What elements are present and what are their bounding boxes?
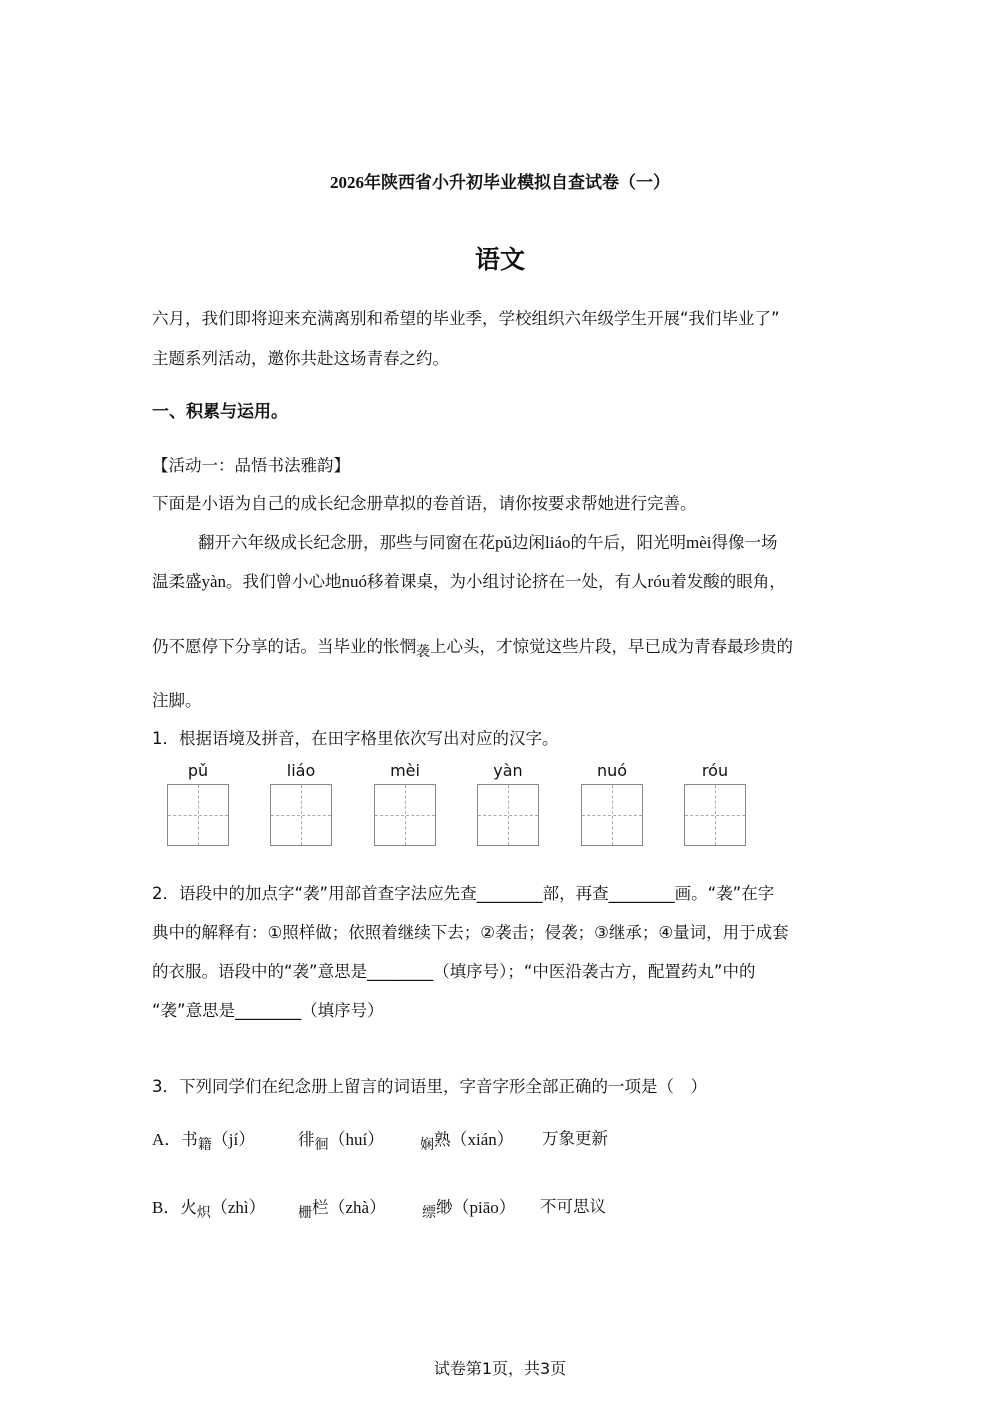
tian-grid[interactable]	[684, 784, 746, 846]
pinyin-label: mèi	[390, 761, 420, 780]
q3-text: 3．下列同学们在纪念册上留言的词语里，字音字形全部正确的一项是（ ）	[152, 1077, 707, 1096]
tian-box-6[interactable]	[682, 760, 748, 846]
passage-line-4: 注脚。	[152, 691, 202, 710]
section-heading: 一、积累与运用。	[152, 402, 288, 422]
activity-title: 【活动一：品悟书法雅韵】	[152, 456, 350, 475]
pinyin-label: yàn	[493, 761, 523, 780]
option-b[interactable]: B．火炽（zhì）	[152, 1198, 266, 1221]
tian-grid[interactable]	[270, 784, 332, 846]
tian-grid[interactable]	[374, 784, 436, 846]
tian-grid[interactable]	[477, 784, 539, 846]
q2-line-1: 2．语段中的加点字“袭”用部首查字法应先查________部，再查________画。“袭”在字	[152, 884, 775, 903]
tian-box-3[interactable]	[372, 760, 438, 846]
option-a[interactable]: A．书籍（jí）	[152, 1130, 256, 1153]
option-a-word-3: 娴熟（xián）	[420, 1130, 514, 1153]
option-a-word-4: 万象更新	[542, 1129, 608, 1148]
pinyin-label: nuó	[596, 761, 628, 780]
tian-grid[interactable]	[581, 784, 643, 846]
subject-heading: 语文	[474, 245, 525, 274]
tian-grid[interactable]	[167, 784, 229, 846]
tian-box-2[interactable]	[268, 760, 334, 846]
tian-box-1[interactable]	[165, 760, 231, 846]
q2-line-4: “袭”意思是________（填序号）	[152, 1001, 384, 1020]
option-b-word-2: 栅栏（zhà）	[298, 1198, 387, 1221]
tian-box-5[interactable]	[579, 760, 645, 846]
intro-line-1: 六月，我们即将迎来充满离别和希望的毕业季，学校组织六年级学生开展“我们毕业了”	[152, 309, 780, 328]
q2-line-3: 的衣服。语段中的“袭”意思是________（填序号）；“中医沿袭古方，配置药丸”中的	[152, 962, 756, 981]
pinyin-label: liáo	[286, 761, 316, 780]
instruction-text: 下面是小语为自己的成长纪念册草拟的卷首语，请你按要求帮她进行完善。	[152, 494, 697, 513]
option-b-word-4: 不可思议	[540, 1197, 606, 1216]
option-b-word-3: 缥缈（piāo）	[422, 1198, 516, 1221]
passage-line-1: 翻开六年级成长纪念册，那些与同窗在花pǔ边闲liáo的午后，阳光明mèi得像一场	[198, 533, 778, 552]
q2-line-2: 典中的解释有：①照样做；依照着继续下去；②袭击；侵袭；③继承；④量词，用于成套	[152, 923, 789, 942]
pinyin-label: róu	[701, 761, 729, 780]
pinyin-label: pǔ	[187, 761, 209, 780]
tian-box-4[interactable]	[475, 760, 541, 846]
intro-line-2: 主题系列活动，邀你共赴这场青春之约。	[152, 349, 449, 368]
q1-text: 1．根据语境及拼音，在田字格里依次写出对应的汉字。	[152, 729, 559, 748]
page-footer: 试卷第1页，共3页	[433, 1359, 567, 1378]
page-title: 2026年陕西省小升初毕业模拟自查试卷（一）	[330, 173, 670, 192]
passage-line-2: 温柔盛yàn。我们曾小心地nuó移着课桌，为小组讨论挤在一处，有人róu着发酸的眼角，	[152, 572, 786, 591]
dotted-char: 袭	[416, 644, 430, 660]
passage-line-3: 仍不愿停下分享的话。当毕业的怅惘袭上心头，才惊觉这些片段，早已成为青春最珍贵的	[152, 637, 793, 660]
option-a-word-2: 徘徊（huí）	[298, 1130, 385, 1153]
